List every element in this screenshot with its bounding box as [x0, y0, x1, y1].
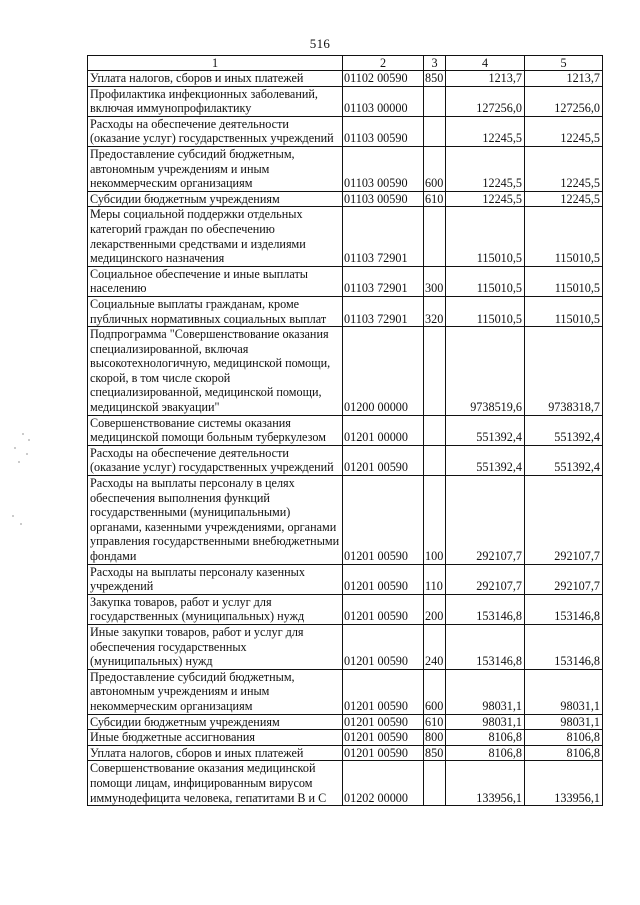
row-name: Уплата налогов, сборов и иных платежей — [88, 71, 343, 87]
row-vr: 850 — [424, 745, 446, 761]
row-name: Совершенствование оказания медицинской помощи лицам, инфицированным вирусом иммунодефицита человека, гепатитами B и C — [88, 761, 343, 806]
row-vr: 850 — [424, 71, 446, 87]
row-name: Субсидии бюджетным учреждениям — [88, 191, 343, 207]
row-col4: 1213,7 — [446, 71, 525, 87]
row-code: 01103 00590 — [343, 116, 424, 146]
row-col4: 551392,4 — [446, 415, 525, 445]
row-vr — [424, 327, 446, 416]
header-col-3: 3 — [424, 56, 446, 71]
row-col4: 8106,8 — [446, 745, 525, 761]
table-row — [88, 476, 603, 565]
row-col5: 115010,5 — [525, 207, 603, 266]
row-vr: 320 — [424, 296, 446, 326]
row-vr — [424, 415, 446, 445]
row-col5: 115010,5 — [525, 296, 603, 326]
row-col4: 9738519,6 — [446, 327, 525, 416]
row-code: 01103 00590 — [343, 146, 424, 191]
row-name: Совершенствование системы оказания медицинской помощи больным туберкулезом — [88, 415, 343, 445]
row-col4: 12245,5 — [446, 116, 525, 146]
table-row — [88, 71, 603, 87]
row-vr — [424, 116, 446, 146]
row-name: Расходы на выплаты персоналу казенных учреждений — [88, 564, 343, 594]
row-vr — [424, 761, 446, 806]
row-vr: 610 — [424, 191, 446, 207]
row-code: 01103 72901 — [343, 266, 424, 296]
row-col4: 153146,8 — [446, 624, 525, 669]
row-code: 01103 72901 — [343, 296, 424, 326]
header-col-2: 2 — [343, 56, 424, 71]
row-vr — [424, 207, 446, 266]
row-col4: 8106,8 — [446, 730, 525, 746]
row-col5: 153146,8 — [525, 624, 603, 669]
table-row — [88, 714, 603, 730]
table-row — [88, 761, 603, 806]
row-col4: 12245,5 — [446, 191, 525, 207]
row-vr: 200 — [424, 594, 446, 624]
row-code: 01201 00590 — [343, 714, 424, 730]
row-col5: 292107,7 — [525, 476, 603, 565]
row-col5: 8106,8 — [525, 730, 603, 746]
row-col5: 292107,7 — [525, 564, 603, 594]
row-col4: 115010,5 — [446, 296, 525, 326]
row-col5: 8106,8 — [525, 745, 603, 761]
table-row — [88, 564, 603, 594]
table-row — [88, 730, 603, 746]
row-col5: 98031,1 — [525, 714, 603, 730]
row-code: 01201 00590 — [343, 445, 424, 475]
row-col5: 133956,1 — [525, 761, 603, 806]
budget-table — [87, 55, 603, 806]
header-col-5: 5 — [525, 56, 603, 71]
row-vr: 600 — [424, 669, 446, 714]
table-body — [88, 71, 603, 806]
row-name: Уплата налогов, сборов и иных платежей — [88, 745, 343, 761]
row-code: 01201 00590 — [343, 476, 424, 565]
row-vr: 600 — [424, 146, 446, 191]
row-col5: 12245,5 — [525, 116, 603, 146]
table-row — [88, 296, 603, 326]
row-col5: 153146,8 — [525, 594, 603, 624]
row-vr: 240 — [424, 624, 446, 669]
header-col-1: 1 — [88, 56, 343, 71]
row-col4: 153146,8 — [446, 594, 525, 624]
row-col5: 127256,0 — [525, 86, 603, 116]
row-col5: 12245,5 — [525, 191, 603, 207]
row-col5: 551392,4 — [525, 445, 603, 475]
header-row — [88, 56, 603, 71]
row-vr: 300 — [424, 266, 446, 296]
table-row — [88, 594, 603, 624]
table-row — [88, 266, 603, 296]
row-vr — [424, 86, 446, 116]
row-vr: 610 — [424, 714, 446, 730]
row-name: Расходы на обеспечение деятельности (оказание услуг) государственных учреждений — [88, 445, 343, 475]
header-col-4: 4 — [446, 56, 525, 71]
row-code: 01201 00590 — [343, 594, 424, 624]
row-code: 01103 00000 — [343, 86, 424, 116]
row-col5: 98031,1 — [525, 669, 603, 714]
table-row — [88, 191, 603, 207]
row-name: Иные бюджетные ассигнования — [88, 730, 343, 746]
row-code: 01201 00590 — [343, 624, 424, 669]
scan-speckles — [8, 425, 36, 545]
row-col4: 98031,1 — [446, 714, 525, 730]
page-number: 516 — [309, 36, 331, 51]
row-code: 01201 00590 — [343, 669, 424, 714]
table-row — [88, 445, 603, 475]
row-vr — [424, 445, 446, 475]
row-code: 01201 00590 — [343, 564, 424, 594]
row-code: 01103 00590 — [343, 191, 424, 207]
row-name: Подпрограмма "Совершенствование оказания специализированной, включая высокотехнологичную, медицинской помощи, скорой, в том числе скорой специализированной, медицинской помощи, медицинской эвакуации" — [88, 327, 343, 416]
row-code: 01102 00590 — [343, 71, 424, 87]
row-name: Закупка товаров, работ и услуг для государственных (муниципальных) нужд — [88, 594, 343, 624]
row-name: Социальные выплаты гражданам, кроме публичных нормативных социальных выплат — [88, 296, 343, 326]
row-col4: 292107,7 — [446, 476, 525, 565]
row-col4: 12245,5 — [446, 146, 525, 191]
row-col4: 292107,7 — [446, 564, 525, 594]
table-row — [88, 116, 603, 146]
row-code: 01201 00000 — [343, 415, 424, 445]
row-col4: 115010,5 — [446, 207, 525, 266]
row-name: Расходы на выплаты персоналу в целях обеспечения выполнения функций государственными (муниципальными) органами, казенными учреждениями, органами управления государственными внебюджетными фондами — [88, 476, 343, 565]
row-code: 01200 00000 — [343, 327, 424, 416]
row-code: 01201 00590 — [343, 745, 424, 761]
row-name: Расходы на обеспечение деятельности (оказание услуг) государственных учреждений — [88, 116, 343, 146]
row-col5: 115010,5 — [525, 266, 603, 296]
row-col5: 551392,4 — [525, 415, 603, 445]
row-col5: 12245,5 — [525, 146, 603, 191]
row-name: Предоставление субсидий бюджетным, автономным учреждениям и иным некоммерческим организациям — [88, 669, 343, 714]
row-col4: 551392,4 — [446, 445, 525, 475]
row-code: 01202 00000 — [343, 761, 424, 806]
table-row — [88, 745, 603, 761]
row-vr: 100 — [424, 476, 446, 565]
row-code: 01103 72901 — [343, 207, 424, 266]
row-name: Предоставление субсидий бюджетным, автономным учреждениям и иным некоммерческим организациям — [88, 146, 343, 191]
row-name: Профилактика инфекционных заболеваний, включая иммунопрофилактику — [88, 86, 343, 116]
row-vr: 800 — [424, 730, 446, 746]
table-row — [88, 207, 603, 266]
row-name: Меры социальной поддержки отдельных категорий граждан по обеспечению лекарственными средствами и изделиями медицинского назначения — [88, 207, 343, 266]
table-row — [88, 669, 603, 714]
row-col4: 133956,1 — [446, 761, 525, 806]
table-row — [88, 146, 603, 191]
row-name: Субсидии бюджетным учреждениям — [88, 714, 343, 730]
row-col5: 1213,7 — [525, 71, 603, 87]
table-row — [88, 86, 603, 116]
row-code: 01201 00590 — [343, 730, 424, 746]
row-name: Иные закупки товаров, работ и услуг для обеспечения государственных (муниципальных) нужд — [88, 624, 343, 669]
table-row — [88, 624, 603, 669]
row-col4: 98031,1 — [446, 669, 525, 714]
table-row — [88, 415, 603, 445]
table-row — [88, 327, 603, 416]
row-name: Социальное обеспечение и иные выплаты населению — [88, 266, 343, 296]
row-vr: 110 — [424, 564, 446, 594]
row-col4: 127256,0 — [446, 86, 525, 116]
row-col4: 115010,5 — [446, 266, 525, 296]
row-col5: 9738318,7 — [525, 327, 603, 416]
